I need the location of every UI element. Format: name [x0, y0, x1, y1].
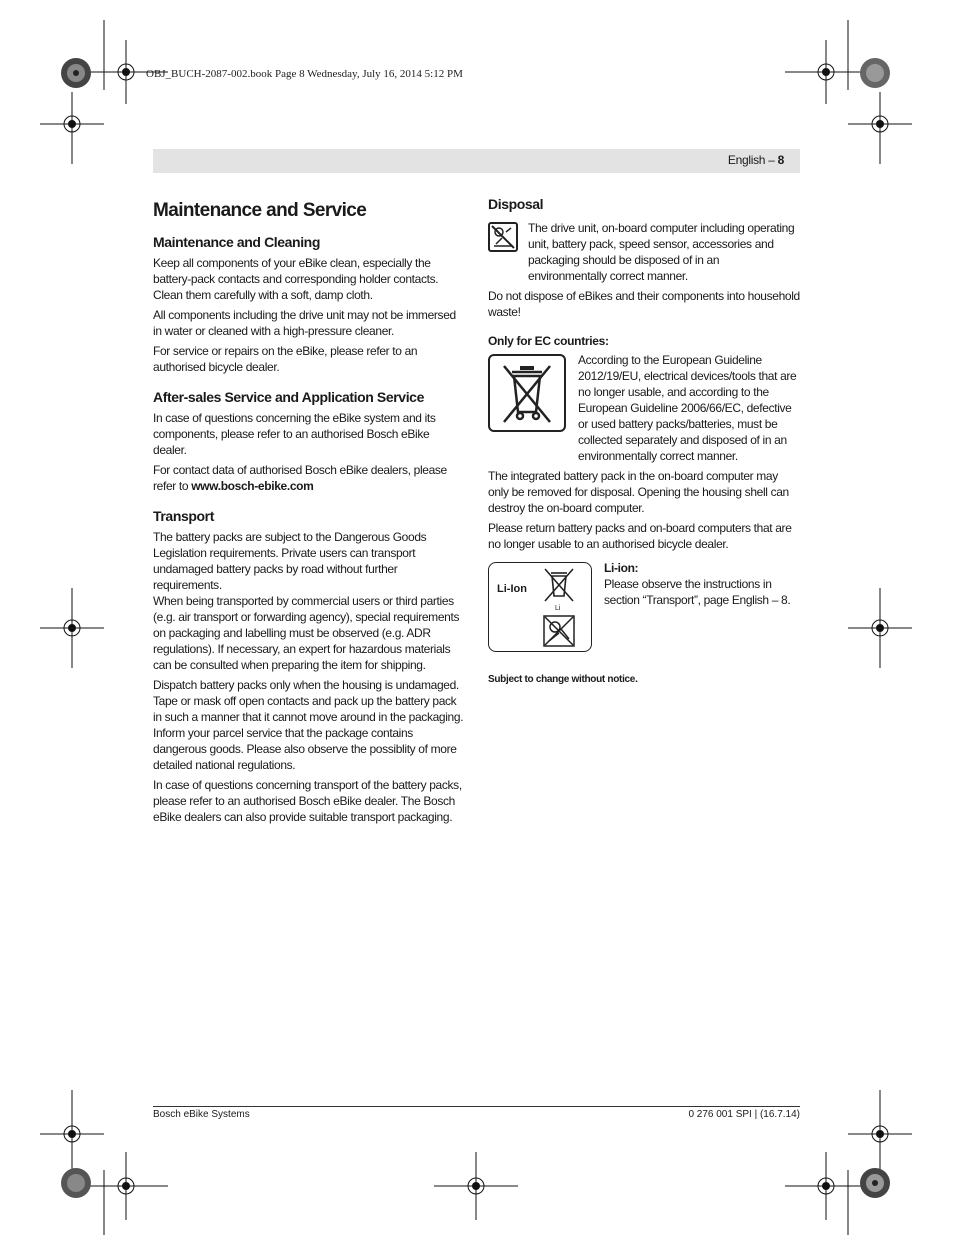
header-page-number: 8 [777, 153, 784, 167]
liion-icon-row [488, 560, 800, 652]
footer-rule [153, 1106, 800, 1107]
paragraph: The battery packs are subject to the Dangerous Goods Legislation requirements. Private users can transport undamaged battery packs by road without further requirements. [153, 530, 427, 592]
liion-heading: Li-ion: [604, 561, 639, 575]
section-heading-transport: Transport [153, 508, 214, 524]
section-heading-maintenance-cleaning: Maintenance and Cleaning [153, 234, 320, 250]
paragraph-contact [153, 462, 465, 494]
disposal-icon-row [488, 220, 800, 288]
section-heading-disposal: Disposal [488, 196, 544, 212]
right-column [488, 196, 800, 685]
paragraph-contact-prefix: For contact data of authorised Bosch eBike dealers, please refer to [153, 463, 447, 493]
liion-text: Please observe the instructions in section “Transport”, page English – 8. [604, 577, 791, 607]
paragraph: Do not dispose of eBikes and their components into household waste! [488, 289, 800, 319]
paragraph: In case of questions concerning transport of the battery packs, please refer to an authorised Bosch eBike dealer. The Bosch eBike dealers can also provide suitable transport packaging. [153, 778, 462, 824]
paragraph: For service or repairs on the eBike, please refer to an authorised bicycle dealer. [153, 344, 418, 374]
ec-icon-row [488, 352, 800, 468]
crossed-out-wheelie-bin-icon [488, 354, 566, 432]
li-ion-disposal-icon [488, 562, 592, 652]
paragraph: All components including the drive unit may not be immersed in water or cleaned with a high-pressure cleaner. [153, 308, 456, 338]
ec-icon-text: According to the European Guideline 2012/19/EU, electrical devices/tools that are no longer usable, and according to the European Guideline 2006/66/EC, defective or used battery packs/batteries, must be collected separately and disposed of in an environmentally correct manner. [578, 353, 797, 463]
paragraph: Please return battery packs and on-board computers that are no longer usable to an authorised bicycle dealer. [488, 521, 792, 551]
section-heading-after-sales: After-sales Service and Application Service [153, 389, 424, 405]
paragraph: The integrated battery pack in the on-board computer may only be removed for disposal. Opening the housing shell can destroy the on-board computer. [488, 469, 789, 515]
page-header-bar [153, 149, 800, 173]
page-header-text [728, 153, 784, 167]
liion-text-block [604, 560, 800, 612]
subject-to-change-note: Subject to change without notice. [488, 674, 638, 685]
paragraph: Dispatch battery packs only when the housing is undamaged. Tape or mask off open contacts and pack up the battery pack in such a manner that it cannot move around in the packaging. Inform your parcel service that the package contains dangerous goods. Please also observe the possiblity of more detailed national regulations. [153, 678, 464, 772]
liion-icon-label: Li-Ion [497, 583, 527, 595]
footer-company: Bosch eBike Systems [153, 1109, 250, 1120]
paragraph: In case of questions concerning the eBike system and its components, please refer to an authorised Bosch eBike dealer. [153, 411, 436, 457]
disposal-icon-text: The drive unit, on-board computer including operating unit, battery pack, speed sensor, accessories and packaging should be disposed of in an environmentally correct manner. [528, 221, 795, 283]
liion-icon-sublabel: Li [555, 605, 561, 612]
paragraph: When being transported by commercial users or third parties (e.g. air transport or forwarding agency), special requirements on packaging and labelling must be observed (e.g. ADR regulations). If necessary, an expert for hazardous materials can be consulted when preparing the item for shipping. [153, 594, 460, 672]
section-heading-ec: Only for EC countries: [488, 334, 609, 348]
header-separator: – [765, 153, 778, 167]
paragraph: Keep all components of your eBike clean, especially the battery-pack contacts and corresponding holder contacts. Clean them carefully with a soft, damp cloth. [153, 256, 439, 302]
footer-document-id: 0 276 001 SPI | (16.7.14) [688, 1109, 800, 1120]
bosch-ebike-link[interactable]: www.bosch-ebike.com [191, 479, 314, 493]
recycle-bin-icon [488, 222, 518, 252]
left-column [153, 196, 465, 829]
header-language: English [727, 153, 766, 167]
print-slug-line: OBJ_BUCH-2087-002.book Page 8 Wednesday, July 16, 2014 5:12 PM [146, 68, 463, 80]
page-title: Maintenance and Service [153, 200, 367, 221]
